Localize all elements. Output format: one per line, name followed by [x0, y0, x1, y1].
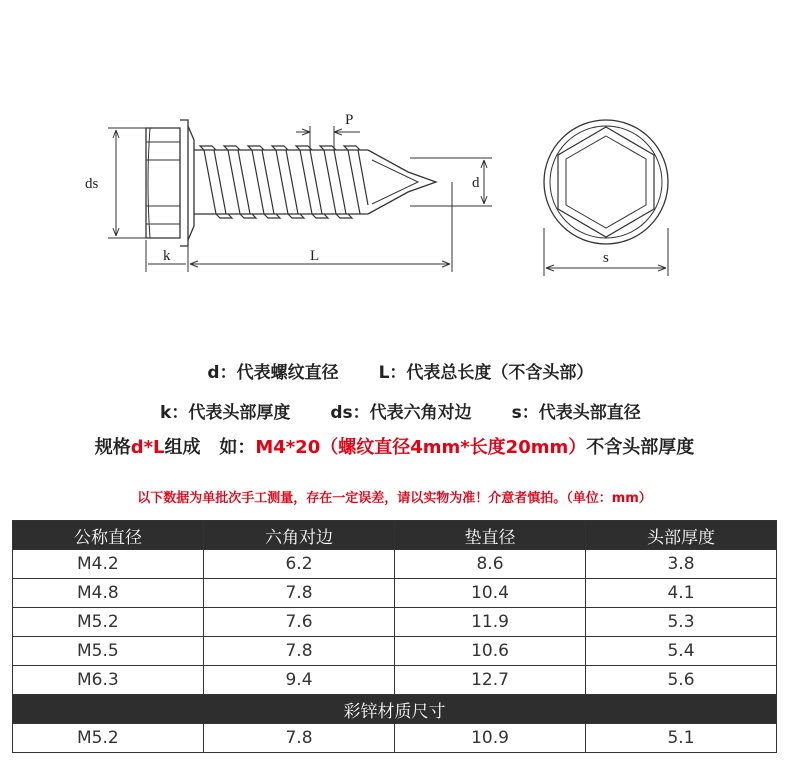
table-cell: 7.8 [204, 637, 395, 666]
legend-line-2 [0, 378, 789, 423]
table-row [13, 724, 777, 753]
section-title: 彩锌材质尺寸 [13, 695, 777, 724]
header-hex-across-flats: 六角对边 [204, 521, 395, 550]
label-s: s [603, 250, 609, 266]
table-cell: 12.7 [395, 666, 586, 695]
table-cell: 7.8 [204, 579, 395, 608]
screw-diagram [0, 0, 789, 300]
table-cell: M6.3 [13, 666, 204, 695]
label-L: L [310, 248, 320, 264]
table-cell: 9.4 [204, 666, 395, 695]
header-washer-diameter: 垫直径 [395, 521, 586, 550]
spec-formula: d*L [130, 437, 165, 458]
spec-suffix: 不含头部厚度 [586, 437, 695, 458]
legend-s: s：代表头部直径 [511, 403, 641, 423]
table-cell: 5.1 [586, 724, 777, 753]
table-row [13, 579, 777, 608]
spec-example: M4*20（螺纹直径4mm*长度20mm） [255, 437, 587, 458]
table-cell: 5.4 [586, 637, 777, 666]
legend-line-1 [0, 338, 789, 383]
hex-outline [558, 127, 654, 237]
table-row [13, 550, 777, 579]
hex-head [146, 128, 180, 238]
label-ds: ds [85, 176, 99, 192]
table-cell: 4.1 [586, 579, 777, 608]
table-cell: M4.8 [13, 579, 204, 608]
spec-format-line [0, 433, 789, 459]
label-d: d [472, 175, 480, 191]
table-cell: 3.8 [586, 550, 777, 579]
legend-L: L：代表总长度（不含头部） [378, 363, 594, 383]
table-row [13, 637, 777, 666]
table-cell: 11.9 [395, 608, 586, 637]
washer-circle [544, 120, 668, 244]
table-row [13, 608, 777, 637]
measurement-note: 以下数据为单批次手工测量，存在一定误差，请以实物为准！介意者慎拍。（单位：mm） [137, 491, 652, 506]
table-body [13, 550, 777, 753]
header-nominal-diameter: 公称直径 [13, 521, 204, 550]
spec-middle: 组成 如： [164, 437, 256, 458]
table-cell: M4.2 [13, 550, 204, 579]
label-k: k [163, 248, 171, 264]
header-head-thickness: 头部厚度 [586, 521, 777, 550]
table-cell: 5.6 [586, 666, 777, 695]
table-cell: M5.2 [13, 724, 204, 753]
table-cell: 10.6 [395, 637, 586, 666]
spec-table [12, 520, 777, 753]
table-cell: M5.2 [13, 608, 204, 637]
diagram-labels [85, 112, 609, 266]
table-cell: 10.9 [395, 724, 586, 753]
table-row [13, 666, 777, 695]
table-cell: 7.6 [204, 608, 395, 637]
label-p: P [345, 112, 354, 128]
table-cell: 10.4 [395, 579, 586, 608]
table-section-row [13, 695, 777, 724]
table-header-row [13, 521, 777, 550]
screw-threads [200, 146, 368, 218]
table-cell: 7.8 [204, 724, 395, 753]
legend-ds: ds：代表六角对边 [330, 403, 472, 423]
table-cell: 6.2 [204, 550, 395, 579]
legend-d: d：代表螺纹直径 [207, 363, 339, 383]
legend-k: k：代表头部厚度 [160, 403, 291, 423]
table-cell: M5.5 [13, 637, 204, 666]
washer-flange [180, 120, 188, 246]
spec-prefix: 规格 [94, 437, 131, 458]
drill-tip [368, 150, 436, 214]
table-cell: 5.3 [586, 608, 777, 637]
table-cell: 8.6 [395, 550, 586, 579]
